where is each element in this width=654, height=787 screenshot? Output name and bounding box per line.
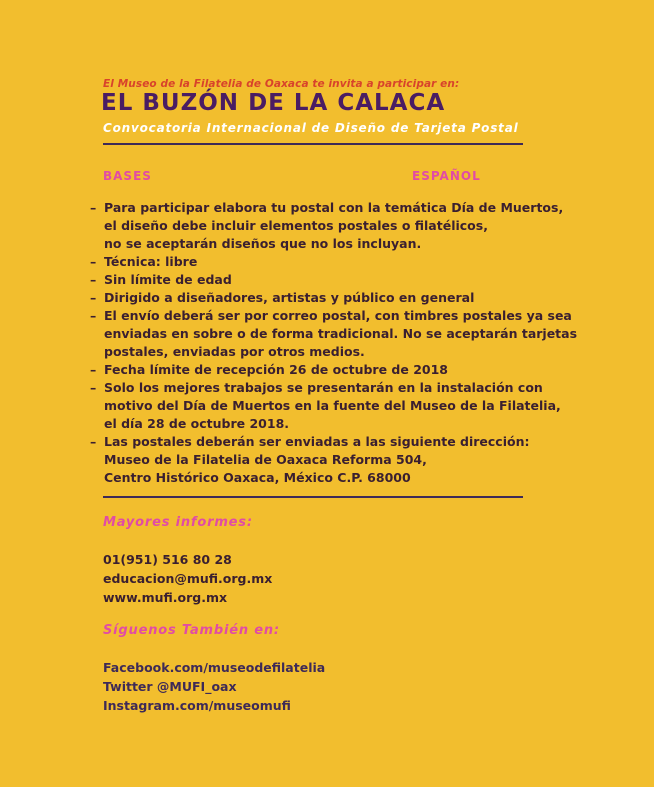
twitter-link[interactable]: Twitter @MUFI_oax bbox=[103, 679, 237, 694]
rules-list bbox=[90, 199, 577, 487]
list-item: – Sin límite de edad bbox=[90, 271, 577, 289]
email-link[interactable]: educacion@mufi.org.mx bbox=[103, 571, 273, 586]
informes-heading: Mayores informes: bbox=[103, 515, 253, 530]
website-link[interactable]: www.mufi.org.mx bbox=[103, 590, 228, 605]
contact-info bbox=[103, 550, 272, 607]
list-item: – Técnica: libre bbox=[90, 253, 577, 271]
instagram-link[interactable]: Instagram.com/museomufi bbox=[103, 698, 291, 713]
list-item: – Para participar elabora tu postal con la temática Día de Muertos, el diseño debe incluir elementos postales o filatélicos, no se aceptarán diseños que no los incluyan. bbox=[90, 199, 577, 253]
list-item: – Dirigido a diseñadores, artistas y público en general bbox=[90, 289, 577, 307]
invite-line: El Museo de la Filatelia de Oaxaca te invita a participar en: bbox=[103, 78, 460, 90]
list-item: – Las postales deberán ser enviadas a las siguiente dirección: Museo de la Filatelia de Oaxaca Reforma 504, Centro Histórico Oaxaca, México C.P. 68000 bbox=[90, 433, 577, 487]
divider-bottom bbox=[103, 496, 523, 498]
facebook-link[interactable]: Facebook.com/museodefilatelia bbox=[103, 660, 326, 675]
bases-label: BASES bbox=[103, 169, 152, 183]
language-label: ESPAÑOL bbox=[412, 169, 481, 183]
list-item: – El envío deberá ser por correo postal, con timbres postales ya sea enviadas en sobre o de forma tradicional. No se aceptarán tarjetas postales, enviadas por otros medios. bbox=[90, 307, 577, 361]
social-links bbox=[103, 658, 325, 715]
list-item: – Solo los mejores trabajos se presentarán en la instalación con motivo del Día de Muertos en la fuente del Museo de la Filatelia, el día 28 de octubre 2018. bbox=[90, 379, 577, 433]
list-item: – Fecha límite de recepción 26 de octubre de 2018 bbox=[90, 361, 577, 379]
social-heading: Síguenos También en: bbox=[103, 623, 280, 638]
phone-text: 01(951) 516 80 28 bbox=[103, 552, 232, 567]
divider-top bbox=[103, 143, 523, 145]
poster-subtitle: Convocatoria Internacional de Diseño de Tarjeta Postal bbox=[103, 121, 519, 135]
poster-title: EL BUZÓN DE LA CALACA bbox=[101, 90, 446, 116]
